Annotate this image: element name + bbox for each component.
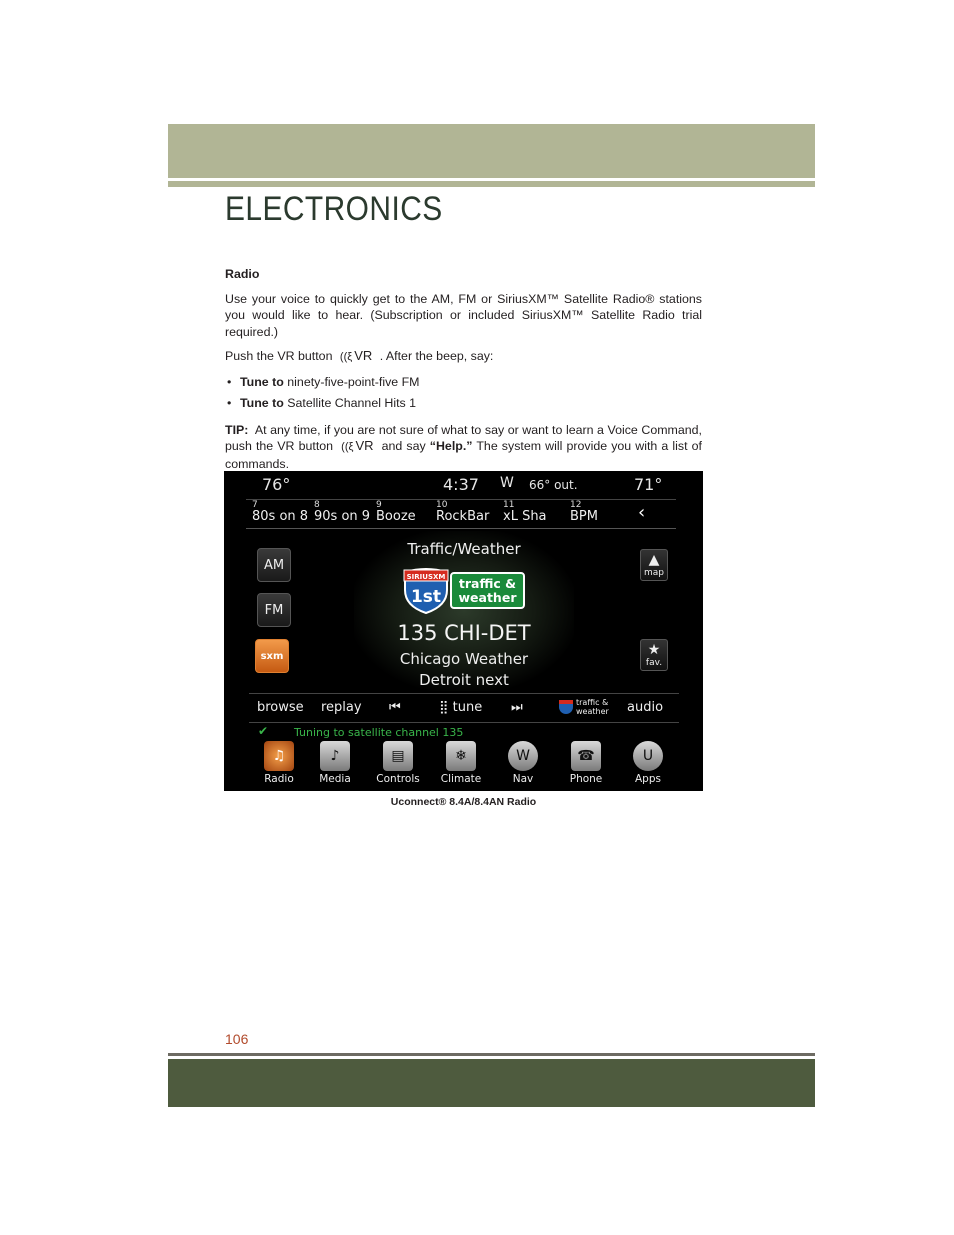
map-label: map xyxy=(644,568,664,578)
preset-label: 80s on 8 xyxy=(252,509,309,524)
tip-label: TIP: xyxy=(225,422,249,437)
radio-status-bar xyxy=(224,473,703,497)
push-before-text: Push the VR button xyxy=(225,349,333,363)
vr-label: VR xyxy=(354,348,373,363)
shield-brand: SIRIUSXM xyxy=(406,573,446,581)
preset-num: 7 xyxy=(252,500,258,510)
radio-heading: Radio xyxy=(225,267,260,281)
sign-line-1: traffic & xyxy=(458,576,517,591)
command-list xyxy=(225,374,702,412)
nav-label: Radio xyxy=(264,773,294,785)
footer-line xyxy=(168,1053,815,1056)
preset-8[interactable] xyxy=(314,500,370,524)
preset-num: 8 xyxy=(314,500,320,510)
command-bold: Tune to xyxy=(240,396,284,410)
shield-text: 1st xyxy=(410,587,442,607)
preset-label: xL Sha xyxy=(503,509,547,524)
preset-10[interactable] xyxy=(436,500,489,524)
nav-label: Phone xyxy=(569,773,603,785)
preset-num: 12 xyxy=(570,500,582,510)
intro-paragraph: Use your voice to quickly get to the AM, FM or SiriusXM™ Satellite Radio® stations you would like to hear. (Subscription or included SiriusXM™ Satellite Radio trial required.) xyxy=(225,291,702,339)
climate-icon: ❄ xyxy=(446,741,476,771)
tw-line-2: weather xyxy=(576,707,609,716)
next-icon[interactable]: ⏭ xyxy=(511,700,523,715)
tuning-message: Tuning to satellite channel 135 xyxy=(294,726,464,739)
media-icon: ♪ xyxy=(320,741,350,771)
sxm-button[interactable]: sxm xyxy=(255,639,289,673)
preset-num: 9 xyxy=(376,500,382,510)
nav-controls[interactable] xyxy=(370,741,426,785)
phone-icon: ☎ xyxy=(571,741,601,771)
command-text: ninety-five-point-five FM xyxy=(287,374,420,389)
preset-label: 90s on 9 xyxy=(314,509,371,524)
preset-12[interactable] xyxy=(570,500,598,524)
nav-label: Media xyxy=(319,773,351,785)
compass: W xyxy=(500,475,514,491)
page-number: 106 xyxy=(225,1031,249,1047)
section-title: ELECTRONICS xyxy=(225,190,443,228)
apps-icon: U xyxy=(633,741,663,771)
check-icon: ✔ xyxy=(258,724,269,738)
list-item xyxy=(225,395,702,412)
list-item xyxy=(225,374,702,391)
command-bold: Tune to xyxy=(240,374,284,389)
nav-label: Climate xyxy=(440,773,482,785)
nav-label: Nav xyxy=(512,773,534,785)
preset-num: 11 xyxy=(503,500,515,510)
sign-line-2: weather xyxy=(458,590,517,605)
preset-num: 10 xyxy=(436,500,448,510)
vr-button-icon xyxy=(341,438,373,456)
grid-icon: ⣿ xyxy=(439,700,453,715)
nav-label: Controls xyxy=(376,773,420,785)
header-band xyxy=(168,124,815,178)
figure-caption: Uconnect® 8.4A/8.4AN Radio xyxy=(390,796,537,808)
fav-label: fav. xyxy=(645,658,663,668)
nav-media[interactable] xyxy=(307,741,363,785)
channel-name: 135 CHI-DET xyxy=(397,621,531,645)
tip-text-2: and say xyxy=(381,439,426,453)
preset-label: Booze xyxy=(376,509,416,524)
preset-bar xyxy=(246,499,676,529)
traffic-weather-sign xyxy=(450,572,525,609)
tip-paragraph xyxy=(225,422,702,473)
replay-button[interactable]: replay xyxy=(321,700,362,715)
tip-text-1: At any time, if you are not sure of what to say or want to learn a Voice Command, push the VR button xyxy=(225,422,702,453)
nav-climate[interactable] xyxy=(433,741,489,785)
content-body xyxy=(225,266,702,480)
star-icon: ★ xyxy=(647,642,661,658)
voice-wave-icon: ((ξ xyxy=(339,351,353,363)
am-button[interactable]: AM xyxy=(257,548,291,582)
tw-line-1: traffic & xyxy=(576,698,609,707)
tip-help: “Help.” xyxy=(429,439,473,453)
compass-icon: W xyxy=(508,741,538,771)
control-bar xyxy=(249,693,679,723)
preset-11[interactable] xyxy=(503,500,547,524)
preset-9[interactable] xyxy=(376,500,416,524)
tip-text-3: The system will provide you with a list of commands. xyxy=(225,439,702,471)
siriusxm-shield-icon xyxy=(401,566,451,614)
controls-icon: ▤ xyxy=(383,741,413,771)
radio-screenshot xyxy=(224,471,703,791)
audio-button[interactable]: audio xyxy=(627,700,664,715)
song-title: Chicago Weather xyxy=(399,650,529,668)
command-text: Satellite Channel Hits 1 xyxy=(287,396,417,410)
preset-label: BPM xyxy=(570,509,598,524)
back-chevron-icon[interactable]: ‹ xyxy=(638,502,646,523)
outside-temp: 66° out. xyxy=(529,478,578,492)
tw-shield-icon xyxy=(559,700,573,714)
preset-label: RockBar xyxy=(436,509,490,524)
tune-label: tune xyxy=(452,700,483,715)
nav-phone[interactable] xyxy=(558,741,614,785)
vr-label: VR xyxy=(355,438,374,453)
nav-label: Apps xyxy=(635,773,661,785)
bottom-nav xyxy=(224,741,703,791)
voice-wave-icon: ((ξ xyxy=(341,441,354,453)
push-after-text: . After the beep, say: xyxy=(379,349,494,363)
push-vr-paragraph xyxy=(225,348,702,366)
footer-band xyxy=(168,1059,815,1107)
radio-icon: ♫ xyxy=(264,741,294,771)
nav-apps[interactable] xyxy=(620,741,676,785)
vr-button-icon xyxy=(340,348,372,366)
temp-left: 76° xyxy=(262,475,291,494)
artist-name: Detroit next xyxy=(419,671,509,689)
channel-category: Traffic/Weather xyxy=(407,540,521,558)
temp-right: 71° xyxy=(634,475,663,494)
map-arrow-icon: ▲ xyxy=(648,552,660,568)
browse-button[interactable]: browse xyxy=(257,700,304,715)
previous-icon[interactable]: ⏮ xyxy=(389,700,401,715)
clock: 4:37 xyxy=(443,475,479,494)
nav-nav[interactable] xyxy=(495,741,551,785)
tune-button[interactable] xyxy=(439,700,482,715)
nav-radio[interactable] xyxy=(251,741,307,785)
traffic-weather-button[interactable] xyxy=(559,698,609,716)
fm-button[interactable]: FM xyxy=(257,593,291,627)
header-stripe xyxy=(168,181,815,187)
preset-7[interactable] xyxy=(252,500,308,524)
